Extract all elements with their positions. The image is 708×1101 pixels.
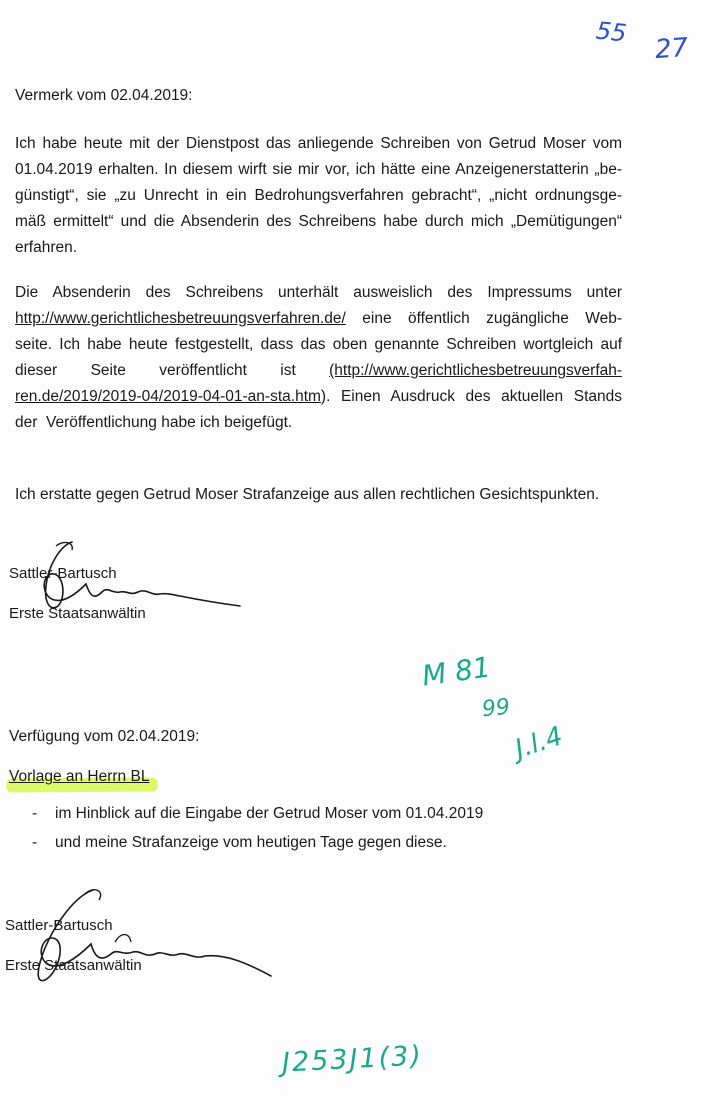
bullet-dash: -	[32, 805, 38, 822]
vermerk-p2-text: eine öffentlich zugängliche Web-	[362, 310, 622, 327]
handwritten-note-line2: 99	[480, 694, 512, 723]
vorlage-line: Vorlage an Herrn BL	[9, 768, 150, 785]
vermerk-p1-line: 01.04.2019 erhalten. In diesem wirft sie mir vor, ich hätte eine Anzeigenerstatterin „be-	[15, 161, 622, 178]
handwritten-file-number: J253J1(3)	[281, 1040, 424, 1079]
vermerk-p2-text: ). Einen Ausdruck des aktuellen Stands	[320, 388, 622, 405]
article-link-part2[interactable]: ren.de/2019/2019-04/2019-04-01-an-sta.htm	[15, 388, 321, 405]
vermerk-p2-word: Seite	[90, 362, 126, 379]
signer-name-1: Sattler-Bartusch	[9, 565, 117, 582]
vermerk-p2-line: der Veröffentlichung habe ich beigefügt.	[15, 414, 293, 431]
handwritten-note-line3: J.l.4	[511, 721, 567, 765]
vermerk-p2-line	[15, 306, 622, 332]
vermerk-p2-word: dieser	[15, 362, 58, 379]
website-link[interactable]: http://www.gerichtlichesbetreuungsverfahren.de/	[15, 310, 346, 327]
vermerk-p1-line: erfahren.	[15, 239, 78, 256]
verfuegung-item-1: im Hinblick auf die Eingabe der Getrud Moser vom 01.04.2019	[55, 805, 484, 822]
signer-title-2: Erste Staatsanwältin	[5, 957, 142, 974]
vermerk-p2-word: veröffentlicht	[159, 362, 247, 379]
vermerk-p2-line: seite. Ich habe heute festgestellt, dass das oben genannte Schreiben wortgleich auf	[15, 336, 622, 353]
article-link-part1[interactable]: (http://www.gerichtlichesbetreuungsverfah-	[329, 362, 623, 379]
vermerk-paragraph-3: Ich erstatte gegen Getrud Moser Strafanzeige aus allen rechtlichen Gesichtspunkten.	[15, 486, 600, 503]
vermerk-p2-line	[15, 384, 622, 410]
vermerk-p1-line: günstigt“, sie „zu Unrecht in ein Bedrohungsverfahren gebracht“, „nicht ordnungsge-	[15, 187, 622, 204]
vermerk-p1-line: mäß ermittelt“ und die Absenderin des Schreibens habe durch mich „Demütigungen“	[15, 213, 622, 230]
verfuegung-item-2: und meine Strafanzeige vom heutigen Tage gegen diese.	[55, 834, 447, 851]
vermerk-heading: Vermerk vom 02.04.2019:	[15, 87, 193, 104]
vermerk-p2-word: ist	[280, 362, 296, 379]
vermerk-p2-line: Die Absenderin des Schreibens unterhält ausweislich des Impressums unter	[15, 284, 622, 301]
signer-name-2: Sattler-Bartusch	[5, 917, 113, 934]
page-number-handwritten-right: 27	[653, 32, 690, 66]
verfuegung-heading: Verfügung vom 02.04.2019:	[9, 728, 200, 745]
page-number-handwritten-left: 55	[594, 16, 628, 48]
bullet-dash: -	[32, 834, 38, 851]
vermerk-paragraph-2	[15, 280, 622, 436]
signer-title-1: Erste Staatsanwältin	[9, 605, 146, 622]
vermerk-p1-line: Ich habe heute mit der Dienstpost das anliegende Schreiben von Getrud Moser vom	[15, 135, 622, 152]
handwritten-note-line1: M 81	[420, 650, 493, 693]
vermerk-p2-line	[15, 358, 622, 384]
vermerk-paragraph-1	[15, 131, 622, 261]
